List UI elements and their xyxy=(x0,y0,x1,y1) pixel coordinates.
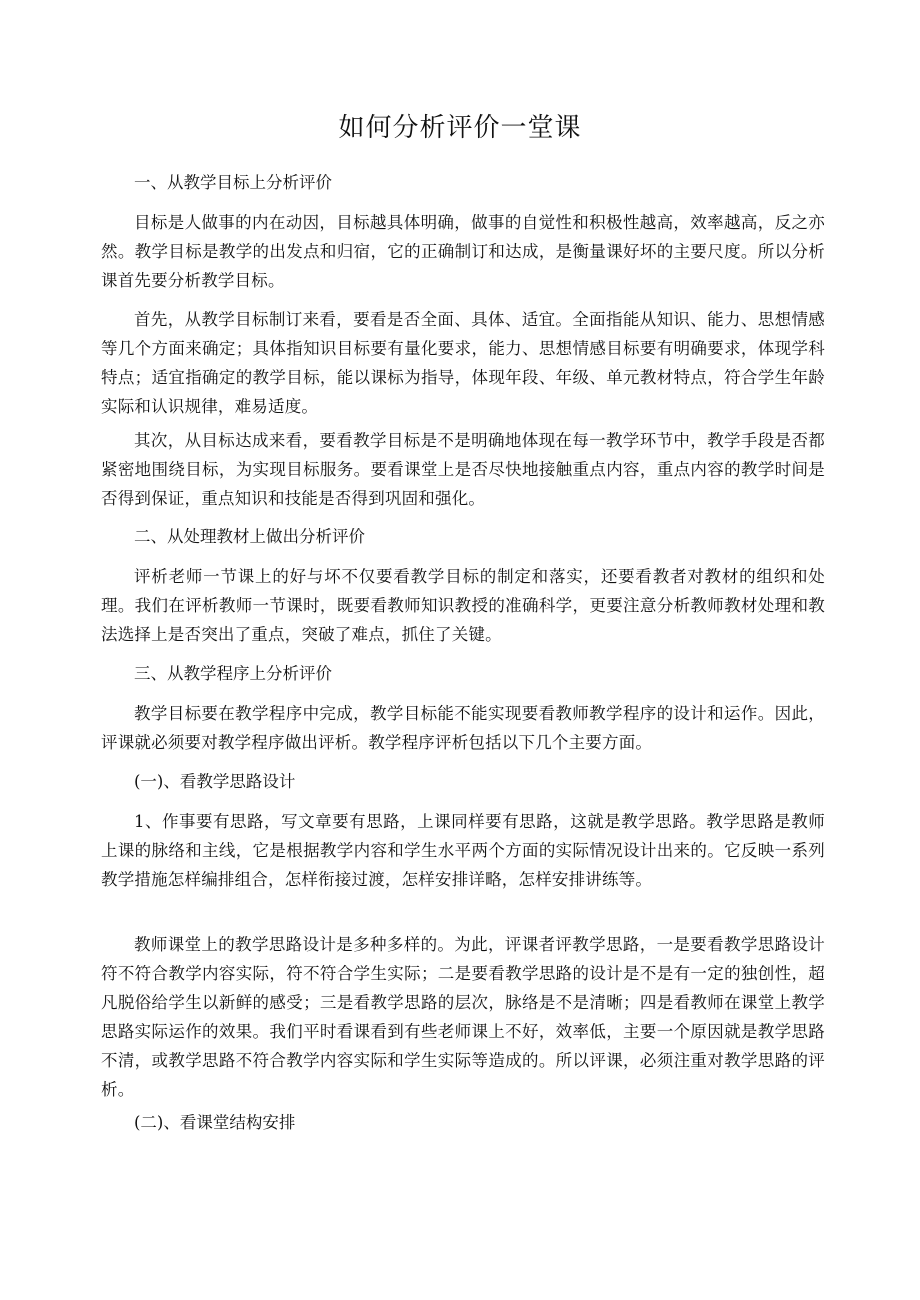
section-heading-3: 三、从教学程序上分析评价 xyxy=(134,664,332,683)
paragraph-2: 首先，从教学目标制订来看，要看是否全面、具体、适宜。全面指能从知识、能力、思想情感等几个方面来确定；具体指知识目标要有量化要求，能力、思想情感目标要有明确要求，体现学科特点；适宜指确定的教学目标，能以课标为指导，体现年段、年级、单元教材特点，符合学生年龄实际和认识规律，难易适度。 xyxy=(101,310,825,416)
paragraph-6: 1、作事要有思路，写文章要有思路，上课同样要有思路，这就是教学思路。教学思路是教师上课的脉络和主线，它是根据教学内容和学生水平两个方面的实际情况设计出来的。它反映一系列教学措施怎样编排组合，怎样衔接过渡，怎样安排详略，怎样安排讲练等。 xyxy=(101,812,825,889)
subsection-heading-2: (二)、看课堂结构安排 xyxy=(134,1113,296,1132)
paragraph-5: 教学目标要在教学程序中完成，教学目标能不能实现要看教师教学程序的设计和运作。因此，评课就必须要对教学程序做出评析。教学程序评析包括以下几个主要方面。 xyxy=(101,704,825,752)
section-heading-2: 二、从处理教材上做出分析评价 xyxy=(134,527,365,546)
document-title: 如何分析评价一堂课 xyxy=(338,113,582,143)
paragraph-7: 教师课堂上的教学思路设计是多种多样的。为此，评课者评教学思路，一是要看教学思路设计符不符合教学内容实际，符不符合学生实际；二是要看教学思路的设计是不是有一定的独创性，超凡脱俗给学生以新鲜的感受；三是看教学思路的层次，脉络是不是清晰；四是看教师在课堂上教学思路实际运作的效果。我们平时看课看到有些老师课上不好，效率低，主要一个原因就是教学思路不清，或教学思路不符合教学内容实际和学生实际等造成的。所以评课，必须注重对教学思路的评析。 xyxy=(101,935,825,1099)
paragraph-1: 目标是人做事的内在动因，目标越具体明确，做事的自觉性和积极性越高，效率越高，反之亦然。教学目标是教学的出发点和归宿，它的正确制订和达成，是衡量课好坏的主要尺度。所以分析课首先要分析教学目标。 xyxy=(101,213,825,290)
paragraph-4: 评析老师一节课上的好与坏不仅要看教学目标的制定和落实，还要看教者对教材的组织和处理。我们在评析教师一节课时，既要看教师知识教授的准确科学，更要注意分析教师教材处理和教法选择上是否突出了重点，突破了难点，抓住了关键。 xyxy=(101,567,825,644)
section-heading-1: 一、从教学目标上分析评价 xyxy=(134,173,332,192)
subsection-heading-1: (一)、看教学思路设计 xyxy=(134,772,296,791)
paragraph-3: 其次，从目标达成来看，要看教学目标是不是明确地体现在每一教学环节中，教学手段是否都紧密地围绕目标，为实现目标服务。要看课堂上是否尽快地接触重点内容，重点内容的教学时间是否得到保证，重点知识和技能是否得到巩固和强化。 xyxy=(101,431,825,508)
